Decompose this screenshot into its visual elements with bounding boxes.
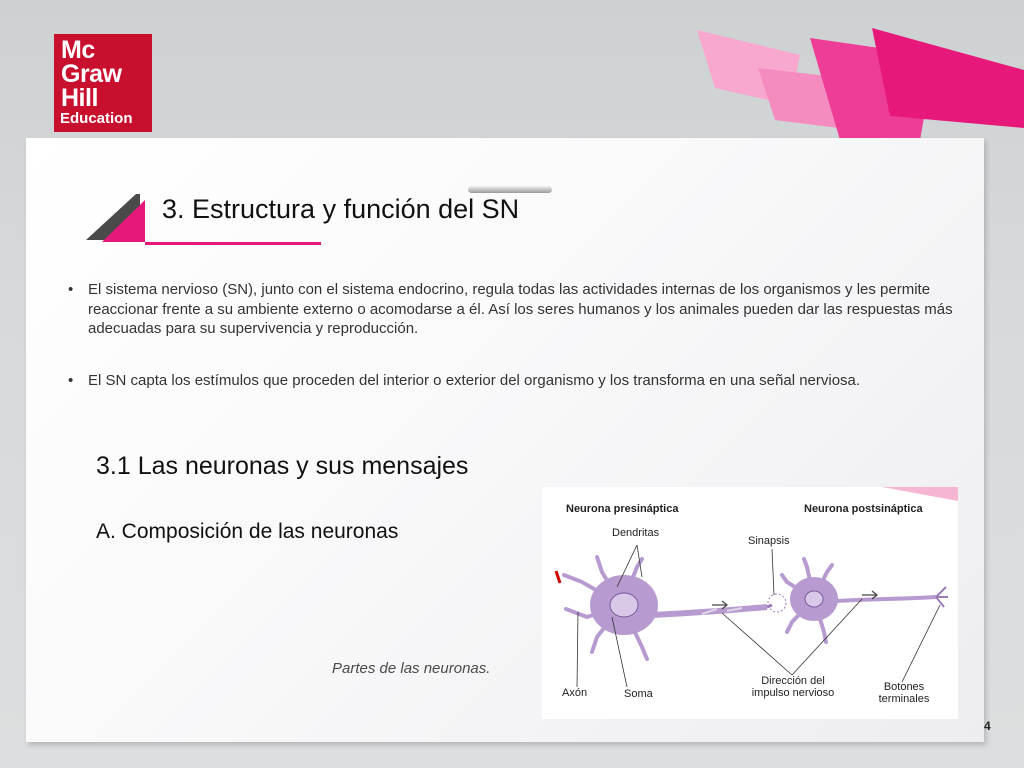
label-botones-line2: terminales [878, 693, 930, 705]
label-botones-line1: Botones [883, 681, 925, 693]
logo-text-education: Education [60, 110, 133, 127]
page-number: 4 [984, 719, 991, 733]
mcgraw-hill-logo [54, 34, 152, 132]
bullet-icon: • [68, 281, 74, 298]
section-heading: 3.1 Las neuronas y sus mensajes [96, 452, 469, 480]
bullet-text: El sistema nervioso (SN), junto con el sistema endocrino, regula todas las actividades internas de los organismos y les permite reaccionar frente a su ambiente externo o acomodarse a él. Así los seres humanos y los animales pueden dar las respuestas más adecuadas para su supervivencia y reproducción. [88, 281, 953, 337]
label-sinapsis: Sinapsis [748, 535, 790, 547]
label-axon: Axón [562, 687, 588, 699]
slide-title: 3. Estructura y función del SN [162, 194, 520, 224]
bullet-icon: • [68, 371, 74, 389]
subsection-heading: A. Composición de las neuronas [96, 520, 399, 543]
label-direccion-line2: impulso nervioso [751, 687, 835, 699]
neuron-diagram [542, 487, 958, 719]
title-bar-decoration [468, 186, 552, 193]
logo-text-hill: Hill [61, 84, 98, 112]
label-botones-terminales [864, 681, 944, 705]
label-soma: Soma [624, 688, 653, 700]
figure-caption: Partes de las neuronas. [332, 660, 491, 677]
logo-text-graw: Graw [61, 60, 122, 88]
label-direccion-line1: Dirección del [761, 675, 825, 687]
logo-text-mc: Mc [61, 36, 95, 64]
bullet-text: El SN capta los estímulos que proceden del interior o exterior del organismo y los transforma en una señal nerviosa. [88, 371, 861, 389]
label-presynaptic: Neurona presináptica [566, 503, 679, 515]
label-dendritas: Dendritas [612, 527, 660, 539]
list-item [66, 280, 966, 339]
bullet-list [66, 280, 966, 390]
label-postsynaptic: Neurona postsináptica [804, 503, 923, 515]
decorative-ribbons [0, 0, 1024, 160]
label-direccion-impulso [738, 675, 848, 699]
list-item [66, 371, 966, 391]
